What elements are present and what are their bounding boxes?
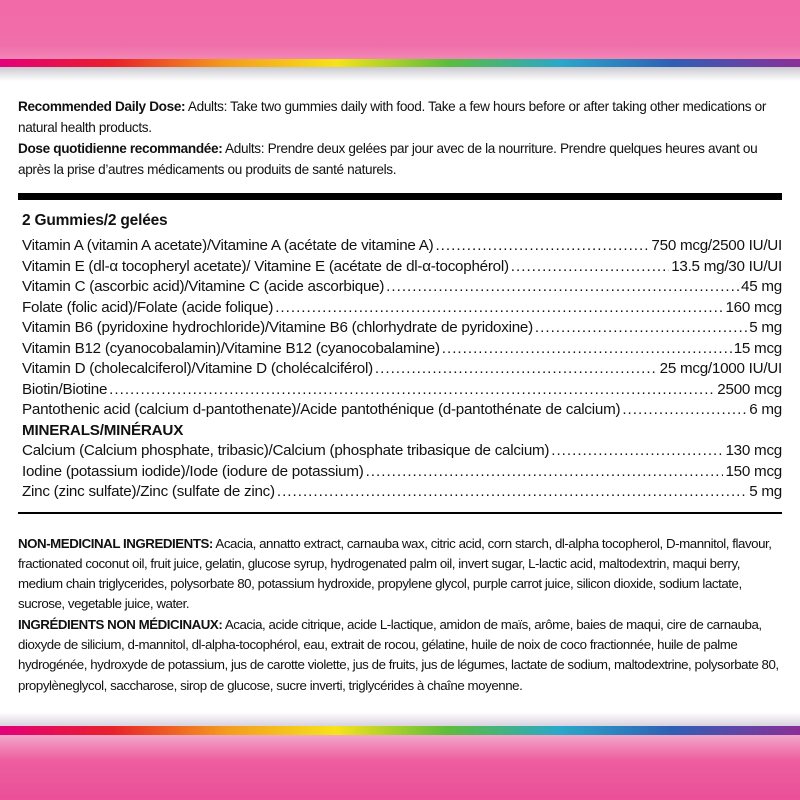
nutrient-amount: 750 mcg/2500 IU/UI xyxy=(651,237,782,254)
nutrient-amount: 45 mg xyxy=(741,278,782,295)
nutrient-row xyxy=(22,318,782,339)
nutrient-row xyxy=(22,257,782,278)
dose-section xyxy=(18,96,782,180)
nutrient-row xyxy=(22,462,782,483)
top-shadow xyxy=(0,67,800,81)
label-panel xyxy=(18,96,782,696)
nutrient-row xyxy=(22,236,782,257)
nutrient-name: Vitamin D (cholecalciferol)/Vitamine D (cholécalciférol) xyxy=(22,360,373,377)
supplement-facts xyxy=(18,210,782,503)
ingredients-section xyxy=(18,534,782,696)
nutrient-name: Vitamin A (vitamin A acetate)/Vitamine A (acétate de vitamine A) xyxy=(22,237,434,254)
ingredients-french-text: Acacia, acide citrique, acide L-lactique, amidon de maïs, arôme, baies de maqui, cire de carnauba, dioxyde de silicium, d-mannitol, dl-alpha-tocophérol, eau, extrait de rocou, gélatine, huile de noix de coco fractionnée, huile de palme hydrogénée, hydroxyde de potassium, jus de carotte violette, jus de fruits, jus de légumes, lactate de sodium, maltodextrine, polysorbate 80, propylèneglycol, saccharose, sirop de glucose, sucre inverti, triglycérides à chaîne moyenne. xyxy=(18,616,779,693)
top-rainbow-stripe xyxy=(0,59,800,67)
nutrient-amount: 5 mg xyxy=(749,319,782,336)
ingredients-french xyxy=(18,615,782,696)
thick-divider xyxy=(18,193,782,200)
dot-leader xyxy=(442,339,732,360)
dot-leader xyxy=(375,359,658,380)
mineral-list xyxy=(18,441,782,503)
nutrient-amount: 15 mcg xyxy=(733,339,782,357)
nutrient-amount: 130 mcg xyxy=(725,442,782,459)
nutrient-row xyxy=(22,277,782,298)
nutrient-amount: 160 mcg xyxy=(725,298,782,316)
nutrient-name: Folate (folic acid)/Folate (acide folique) xyxy=(22,298,274,316)
dot-leader xyxy=(277,482,747,503)
nutrient-amount: 25 mcg/1000 IU/UI xyxy=(659,360,782,377)
dot-leader xyxy=(109,380,715,401)
nutrient-row xyxy=(22,380,782,401)
serving-size: 2 Gummies/2 gelées xyxy=(22,212,168,229)
nutrient-name: Pantothenic acid (calcium d-pantothenate)/Acide pantothénique (d-pantothénate de calcium) xyxy=(22,401,621,418)
dot-leader xyxy=(551,441,723,462)
nutrient-name: Vitamin E (dl-α tocopheryl acetate)/ Vitamine E (acétate de dl-α-tocophérol) xyxy=(22,257,509,275)
nutrient-amount: 5 mg xyxy=(749,483,782,500)
vitamin-list xyxy=(18,236,782,421)
nutrient-name: Calcium (Calcium phosphate, tribasic)/Calcium (phosphate tribasique de calcium) xyxy=(22,442,550,459)
ingredients-english-text: Acacia, annatto extract, carnauba wax, citric acid, corn starch, dl-alpha tocopherol, D-mannitol, flavour, fractionated coconut oil, fruit juice, gelatin, glucose syrup, hydrogenated palm oil, invert sugar, L-lactic acid, maltodextrin, maqui berry, medium chain triglycerides, polysorbate 80, potassium hydroxide, propylene glycol, purple carrot juice, silicon dioxide, sodium lactate, sucrose, vegetable juice, water. xyxy=(18,535,772,612)
dot-leader xyxy=(535,318,747,339)
nutrient-row xyxy=(22,400,782,421)
dose-english-text: Adults: Take two gummies daily with food. Take a few hours before or after taking other medications or natural health products. xyxy=(18,99,766,135)
nutrient-amount: 2500 mcg xyxy=(717,380,782,398)
nutrient-amount: 150 mcg xyxy=(725,462,782,480)
ingredients-english-label: NON-MEDICINAL INGREDIENTS: xyxy=(18,535,213,551)
dot-leader xyxy=(366,462,724,483)
dose-french xyxy=(18,138,782,180)
nutrient-row xyxy=(22,482,782,503)
dot-leader xyxy=(622,400,747,421)
nutrient-name: Vitamin B6 (pyridoxine hydrochloride)/Vitamine B6 (chlorhydrate de pyridoxine) xyxy=(22,319,533,336)
minerals-heading: MINERALS/MINÉRAUX xyxy=(22,421,184,439)
nutrient-name: Vitamin C (ascorbic acid)/Vitamine C (acide ascorbique) xyxy=(22,278,385,295)
nutrient-row xyxy=(22,339,782,360)
nutrient-amount: 13.5 mg/30 IU/UI xyxy=(671,257,782,275)
dose-english-label: Recommended Daily Dose: xyxy=(18,99,186,114)
dot-leader xyxy=(275,298,723,319)
nutrient-row xyxy=(22,441,782,462)
dose-french-text: Adults: Prendre deux gelées par jour avec de la nourriture. Prendre quelques heures avant ou après la prise d’autres médicaments ou produits de santé naturels. xyxy=(18,141,758,177)
bottom-rainbow-stripe xyxy=(0,726,800,735)
dose-french-label: Dose quotidienne recommandée: xyxy=(18,141,223,156)
dose-english xyxy=(18,96,782,138)
thin-divider xyxy=(18,512,782,514)
ingredients-english xyxy=(18,534,782,615)
nutrient-amount: 6 mg xyxy=(749,401,782,418)
dot-leader xyxy=(435,236,649,257)
bottom-shadow xyxy=(0,712,800,726)
dot-leader xyxy=(386,277,739,298)
ingredients-french-label: INGRÉDIENTS NON MÉDICINAUX: xyxy=(18,616,223,632)
nutrient-name: Iodine (potassium iodide)/Iode (iodure de potassium) xyxy=(22,462,364,480)
dot-leader xyxy=(511,257,669,278)
nutrient-name: Biotin/Biotine xyxy=(22,380,108,398)
nutrient-row xyxy=(22,359,782,380)
nutrient-name: Zinc (zinc sulfate)/Zinc (sulfate de zinc) xyxy=(22,483,275,500)
nutrient-name: Vitamin B12 (cyanocobalamin)/Vitamine B12 (cyanocobalamine) xyxy=(22,339,440,357)
nutrient-row xyxy=(22,298,782,319)
